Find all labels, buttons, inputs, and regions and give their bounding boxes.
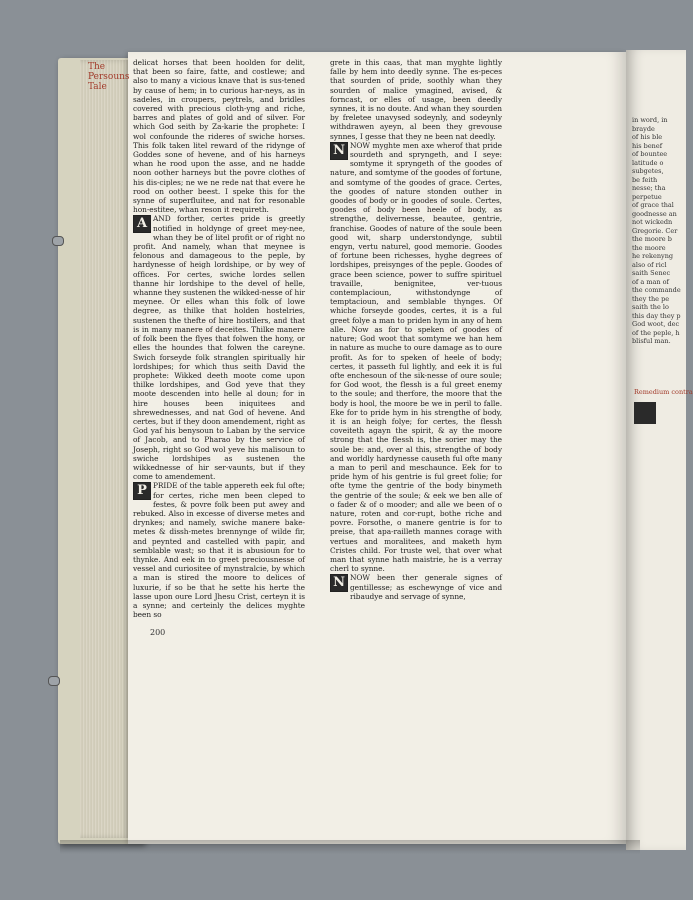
illuminated-initial-icon: N bbox=[330, 574, 348, 592]
paragraph-2-text: AND forther, certes pride is greetly notified in holdynge of greet mey-nee, whan they be of litel profit or of right no profit. And namely, whan that meynee is felonous and damageous to the peple, by hardynesse of heigh lordshipe, or by wey of offices. For certes, swiche lordes sellen thanne hir lordshipe to the devel of helle, whanne they sustenen the wikked-nesse of hir meynee. Or elles whan this folk of lowe degree, as thilke that holden hostelries, sustenen the thefte of hire hostilers, and that is in many manere of deceites. Thilke manere of folk been the flyes that folwen the hony, or elles the houndes that folwen the careyne. Swich forseyde folk stranglen spiritually hir lordshipes; for which thus seith David the prophete: Wikked deeth moote come upon thilke lordshipes, and God yeve that they moote descenden into helle al doun; for in hire houses been iniquitees and shrewednesses, and nat God of hevene. And certes, but if they doon amendement, right as God yaf his benysoun to Laban by the service of Jacob, and to Pharao by the service of Joseph, right so God wol yeve his malisoun to swiche lordshipes as sustenen the wikkednesse of hir ser-vaunts, but if they come to amendement. bbox=[133, 214, 305, 482]
right-page-text: in word, in brayde of his ble his benef of bountee latitude o subgetes, be feith nesse; tha perpetue of grace thal goodnesse an not wickedn Gregorie. Cer the moore b the moore he rekenyng also of ricl saith Senec of a man of the commande they the pe saith the lo this day they p God woot, dec of the peple, h blisful man. bbox=[632, 116, 681, 345]
paragraph-2 bbox=[133, 214, 305, 481]
right-column bbox=[330, 58, 502, 601]
right-page bbox=[626, 50, 686, 850]
paragraph-4: grete in this caas, that man myghte lightly falle by hem into deedly synne. The es-peces that sourden of pride, soothly whan they sourden of malice ymagined, avised, & forncast, or elles of usage, been deedly synnes, it is no doute. And whan they sourden by freletee unavysed sodeynly, and sodeynly withdrawen ayeyn, al been they grevouse synnes, I gesse that they ne been nat deedly. bbox=[330, 58, 502, 141]
illuminated-initial-icon bbox=[634, 402, 656, 424]
paragraph-1: delicat horses that been hoolden for delit, that been so faire, fatte, and costlewe; and also to many a vicious knave that is sus-tened by cause of hem; in to curious har-neys, as in sadeles, in croupers, peytrels, and bridles covered with precious cloth-yng and riche, barres and plates of gold and of silver. For which God seith by Za-karie the prophete: I wol confounde the rideres of swiche horses. This folk taken litel reward of the ridynge of Goddes sone of hevene, and of his harneys whan he rood upon the asse, and ne hadde noon oother harneys but the povre clothes of his dis-ciples; ne we ne rede nat that evere he rood on oother beest. I speke this for the synne of superfluitee, and nat for resonable hon-estitee, whan reson it requireth. bbox=[133, 58, 305, 215]
margin-title: The Persouns Tale bbox=[88, 62, 130, 92]
clasp-bottom bbox=[48, 676, 60, 686]
book-shadow bbox=[60, 840, 640, 854]
illuminated-initial-icon: P bbox=[133, 482, 151, 500]
page-edges bbox=[80, 60, 130, 838]
paragraph-3 bbox=[133, 481, 305, 619]
illuminated-initial-icon: A bbox=[133, 215, 151, 233]
clasp-top bbox=[52, 236, 64, 246]
paragraph-6 bbox=[330, 573, 502, 601]
paragraph-6-text: NOW been ther generale signes of gentillesse; as eschewynge of vice and ribaudye and servage of synne, bbox=[350, 573, 502, 601]
paragraph-3-text: PRIDE of the table appereth eek ful ofte; for certes, riche men been cleped to festes, & povre folk been put awey and rebuked. Also in excesse of diverse metes and drynkes; and namely, swiche manere bake-metes & dissh-metes brennynge of wilde fir, and peynted and castelled with papir, and semblable wast; so that it is abusioun for to thynke. And eek in to greet preciousnesse of vessel and curiositee of mynstralcie, by which a man is stired the moore to delices of luxurie, if so be that he sette his herte the lasse upon oure Lord Jhesu Crist, certeyn it is a synne; and certeinly the delices myghte been so bbox=[133, 481, 305, 620]
paragraph-5-text: NOW myghte men axe wherof that pride sourdeth and spryngeth, and I seye: somtyme it spryngeth of the goodes of nature, and somtyme of the goodes of fortune, and somtyme of the goodes of grace. Certes, the goodes of nature stonden outher in goodes of body or in goodes of soule. Certes, goodes of body been heele of body, as strengthe, delivernesse, beautee, gentrie, franchise. Goodes of nature of the soule been good wit, sharp understondynge, subtil engyn, vertu naturel, good memorie. Goodes of fortune been richesses, hyghe degrees of lordshipes, preisynges of the peple. Goodes of grace been science, power to suffre spirituel travaille, benignitee, ver-tuous contemplacioun, withstondynge of temptacioun, and semblable thynges. Of whiche forseyde goodes, certes, it is a ful greet folye a man to priden hym in any of hem alle. Now as for to speken of goodes of nature; God woot that somtyme we han hem in nature as muche to oure damage as to oure profit. As for to speken of heele of body; certes, it passeth ful lightly, and eek it is ful ofte enchesoun of the sik-nesse of oure soule; for God woot, the flessh is a ful greet enemy to the soule; and therfore, the moore that the body is hool, the moore be we in peril to falle. Eke for to pride hym in his strengthe of body, it is an heigh folye; for certes, the flessh coveiteth agayn the spirit, & ay the moore strong that the flessh is, the sorier may the soule be: and, over al this, strengthe of body and worldly hardynesse causeth ful ofte many a man to peril and meschaunce. Eek for to pride hym of his gentrie is ful greet folie; for ofte tyme the gentrie of the body binymeth the gentrie of the soule; & eek we ben alle of o fader & of o mooder; and alle we been of o nature, roten and cor-rupt, bothe riche and povre. Forsothe, o manere gentrie is for to preise, that apa-railleth mannes corage with vertues and moralitees, and maketh hym Cristes child. For truste wel, that over what man that synne hath maistrie, he is a verray cherl to synne. bbox=[330, 140, 502, 574]
page-number: 200 bbox=[150, 628, 166, 637]
paragraph-5 bbox=[330, 141, 502, 574]
illuminated-initial-icon: N bbox=[330, 142, 348, 160]
left-column bbox=[133, 58, 305, 619]
right-page-heading: Remedium contra bbox=[634, 388, 693, 396]
